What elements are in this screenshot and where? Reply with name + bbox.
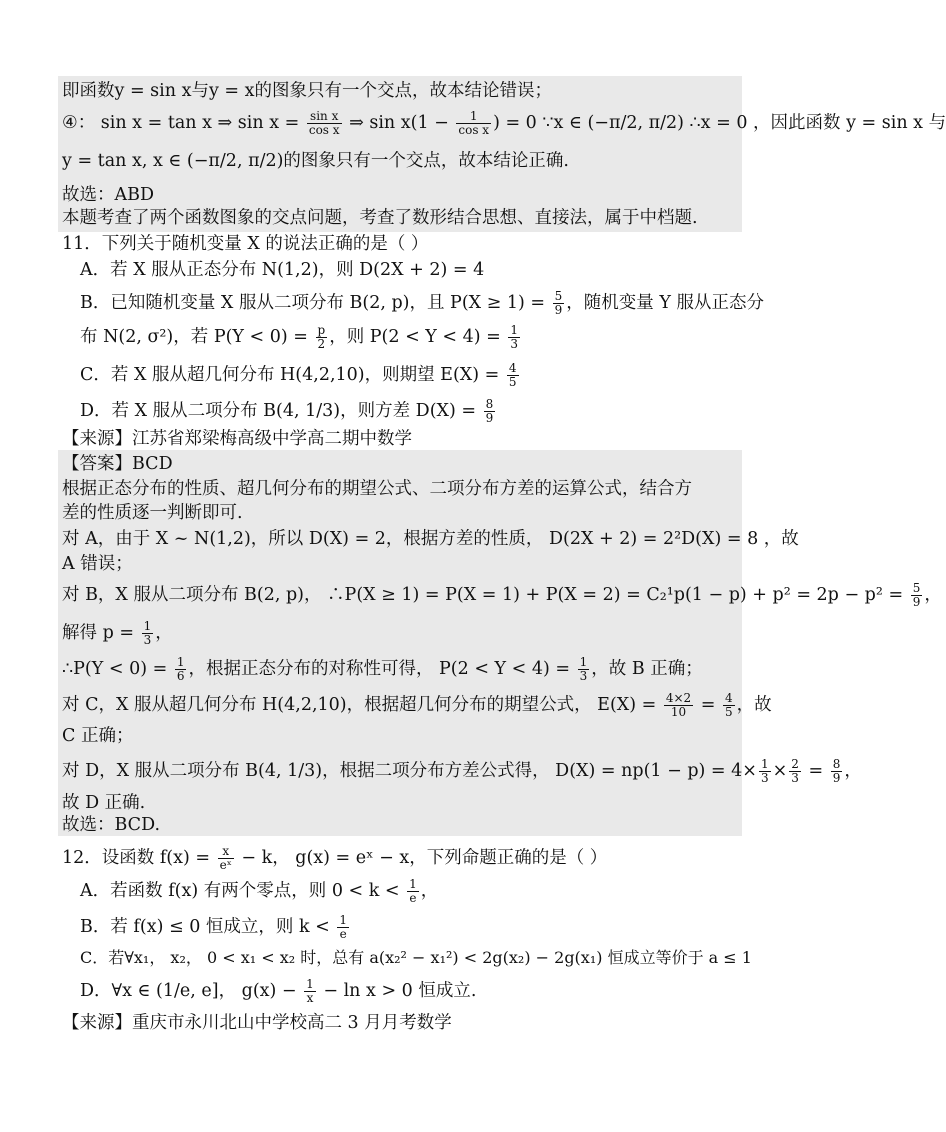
option-c: C．若∀x₁， x₂， 0 < x₁ < x₂ 时，总有 a(x₂² − x₁²) < 2g(x₂) − 2g(x₁) 恒成立等价于 a ≤ 1 [80,948,752,967]
option-b: B．若 f(x) ≤ 0 恒成立，则 k < $\frac{1}{e}$ [80,913,348,941]
fraction: $\frac{4}{5}$ [508,361,517,389]
solution-line: 故选：ABD [62,185,155,205]
explanation-line: 差的性质逐一判断即可. [62,503,243,523]
option-d: D．∀x ∈ (1/e, e]， g(x) − $\frac{1}{x}$ − ln x > 0 恒成立. [80,977,477,1005]
fraction: $\frac{1}{3}$ [510,323,519,351]
fraction: $\frac{1}{e}$ [409,877,417,905]
explanation-line: 对 B，X 服从二项分布 B(2, p)， ∴P(X ≥ 1) = P(X = 1) + P(X = 2) = C₂¹p(1 − p) + p² = 2p − p² = $\frac{5}{9}$ ， [62,581,942,609]
fraction: $\frac{4\times 2}{10}$ [665,691,692,719]
fraction: $\frac{4}{5}$ [724,691,733,719]
solution-line: ④： sin x = tan x ⇒ sin x = $\frac{\text{sin x}}{\text{cos x}}$ ⇒ sin x(1 − $\frac{1}{\text{cos x}}$ ) = 0 ∵x ∈ (−π/2, π/2) ∴x = 0 ，因此函数 y = sin x 与 [62,109,946,137]
fraction: $\frac{5}{9}$ [554,289,563,317]
explanation-line: 故选：BCD. [62,815,161,835]
fraction: $\frac{1}{\text{cos x}}$ [458,109,490,137]
explanation-line: 对 D，X 服从二项分布 B(4, 1/3)，根据二项分布方差公式得， D(X) = np(1 − p) = 4× $\frac{1}{3}$ × $\frac{2}{3}$ = $\frac{8}{9}$ ， [62,757,862,785]
fraction: $\frac{2}{3}$ [791,757,799,785]
option-c: C．若 X 服从超几何分布 H(4,2,10)，则期望 E(X) = $\frac{4}{5}$ [80,361,517,389]
explanation-line: 解得 p = $\frac{1}{3}$ ， [62,619,173,647]
fraction: $\frac{8}{9}$ [485,397,494,425]
solution-line: 即函数y = sin x与y = x的图象只有一个交点，故本结论错误； [62,81,552,101]
option-a: A．若 X 服从正态分布 N(1,2)，则 D(2X + 2) = 4 [80,260,485,280]
option-d: D．若 X 服从二项分布 B(4, 1/3)，则方差 D(X) = $\frac{8}{9}$ [80,397,494,425]
question-11-source: 【来源】江苏省郑梁梅高级中学高二期中数学 [62,429,412,449]
option-b: B．已知随机变量 X 服从二项分布 B(2, p)，且 P(X ≥ 1) = $\frac{5}{9}$ ，随机变量 Y 服从正态分 [80,289,764,317]
fraction: $\frac{p}{2}$ [317,323,326,351]
fraction: $\frac{8}{9}$ [832,757,841,785]
explanation-line: ∴P(Y < 0) = $\frac{1}{6}$ ，根据正态分布的对称性可得， P(2 < Y < 4) = $\frac{1}{3}$ ，故 B 正确； [62,655,703,683]
solution-line: 本题考查了两个函数图象的交点问题，考查了数形结合思想、直接法，属于中档题. [62,208,698,228]
fraction: $\frac{1}{x}$ [306,977,314,1005]
solution-line: y = tan x, x ∈ (−π/2, π/2)的图象只有一个交点，故本结论正确. [62,151,569,171]
fraction: $\frac{1}{6}$ [176,655,185,683]
fraction: $\frac{5}{9}$ [912,581,921,609]
fraction: $\frac{1}{3}$ [760,757,769,785]
explanation-line: 对 C，X 服从超几何分布 H(4,2,10)，根据超几何分布的期望公式， E(X) = $\frac{4\times 2}{10}$ = $\frac{4}{5}$ ，故 [62,691,772,719]
explanation-line: A 错误； [62,554,133,574]
answer-label: 【答案】BCD [62,454,173,474]
option-b-cont: 布 N(2, σ²)，若 P(Y < 0) = $\frac{p}{2}$ ，则 P(2 < Y < 4) = $\frac{1}{3}$ [80,323,519,351]
fraction: $\frac{x}{\text{eˣ}}$ [219,844,232,872]
explanation-line: 根据正态分布的性质、超几何分布的期望公式、二项分布方差的运算公式，结合方 [62,479,692,499]
explanation-line: 故 D 正确. [62,793,146,813]
explanation-line: C 正确； [62,726,134,746]
explanation-line: 对 A，由于 X ~ N(1,2)，所以 D(X) = 2，根据方差的性质， D(2X + 2) = 2²D(X) = 8 ，故 [62,529,799,549]
option-a: A．若函数 f(x) 有两个零点，则 0 < k < $\frac{1}{e}$ ， [80,877,439,905]
fraction: $\frac{1}{3}$ [579,655,588,683]
fraction: $\frac{1}{3}$ [143,619,152,647]
question-12-stem: 12．设函数 f(x) = $\frac{x}{\text{eˣ}}$ − k， g(x) = eˣ − x，下列命题正确的是（ ） [62,844,608,872]
question-11-stem: 11．下列关于随机变量 X 的说法正确的是（ ） [62,234,429,254]
fraction: $\frac{\text{sin x}}{\text{cos x}}$ [308,109,340,137]
question-12-source: 【来源】重庆市永川北山中学校高二 3 月月考数学 [62,1013,452,1033]
fraction: $\frac{1}{e}$ [339,913,348,941]
